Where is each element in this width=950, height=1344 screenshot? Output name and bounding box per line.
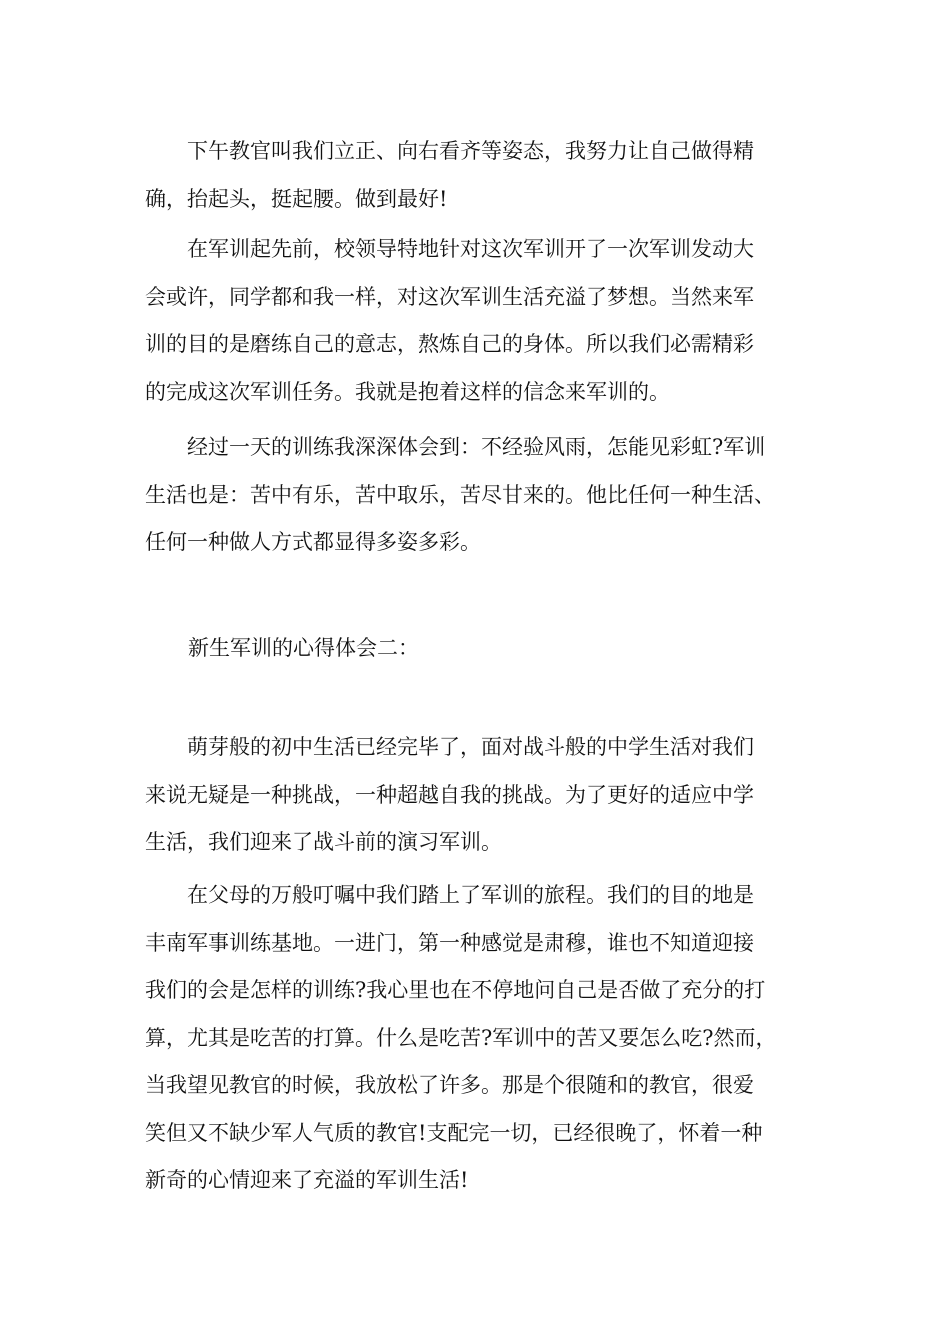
paragraph-3 (145, 424, 825, 567)
paragraph-line: 我们的会是怎样的训练?我心里也在不停地问自己是否做了充分的打 (145, 978, 766, 1002)
paragraph-line: 生活也是：苦中有乐，苦中取乐，苦尽甘来的。他比任何一种生活、 (145, 482, 775, 507)
paragraph-5 (145, 872, 825, 1205)
paragraph-line: 笑但又不缺少军人气质的教官!支配完一切，已经很晚了，怀着一种 (145, 1120, 763, 1145)
paragraph-line: 训的目的是磨练自己的意志，熬炼自己的身体。所以我们必需精彩 (145, 332, 754, 356)
paragraph-line: 经过一天的训练我深深体会到：不经验风雨，怎能见彩虹?军训 (187, 435, 766, 459)
paragraph-line: 确，抬起头，挺起腰。做到最好! (145, 186, 448, 211)
paragraph-line: 生活，我们迎来了战斗前的演习军训。 (145, 830, 502, 854)
paragraph-1 (145, 128, 825, 223)
paragraph-line: 丰南军事训练基地。一进门，第一种感觉是肃穆，谁也不知道迎接 (145, 930, 754, 955)
paragraph-2 (145, 226, 825, 416)
paragraph-line: 的完成这次军训任务。我就是抱着这样的信念来军训的。 (145, 379, 670, 404)
section-heading: 新生军训的心得体会二： (188, 636, 419, 660)
paragraph-line: 当我望见教官的时候，我放松了许多。那是个很随和的教官，很爱 (145, 1073, 754, 1097)
paragraph-line: 算，尤其是吃苦的打算。什么是吃苦?军训中的苦又要怎么吃?然而， (145, 1025, 777, 1050)
paragraph-line: 萌芽般的初中生活已经完毕了，面对战斗般的中学生活对我们 (187, 735, 754, 759)
paragraph-line: 任何一种做人方式都显得多姿多彩。 (145, 530, 481, 554)
paragraph-line: 在父母的万般叮嘱中我们踏上了军训的旅程。我们的目的地是 (187, 883, 754, 907)
paragraph-line: 新奇的心情迎来了充溢的军训生活! (145, 1168, 469, 1192)
paragraph-line: 会或许，同学都和我一样，对这次军训生活充溢了梦想。当然来军 (145, 284, 754, 309)
paragraph-line: 来说无疑是一种挑战，一种超越自我的挑战。为了更好的适应中学 (145, 782, 754, 807)
paragraph-line: 下午教官叫我们立正、向右看齐等姿态，我努力让自己做得精 (187, 139, 754, 163)
paragraph-line: 在军训起先前，校领导特地针对这次军训开了一次军训发动大 (187, 237, 754, 261)
paragraph-4 (145, 724, 825, 867)
